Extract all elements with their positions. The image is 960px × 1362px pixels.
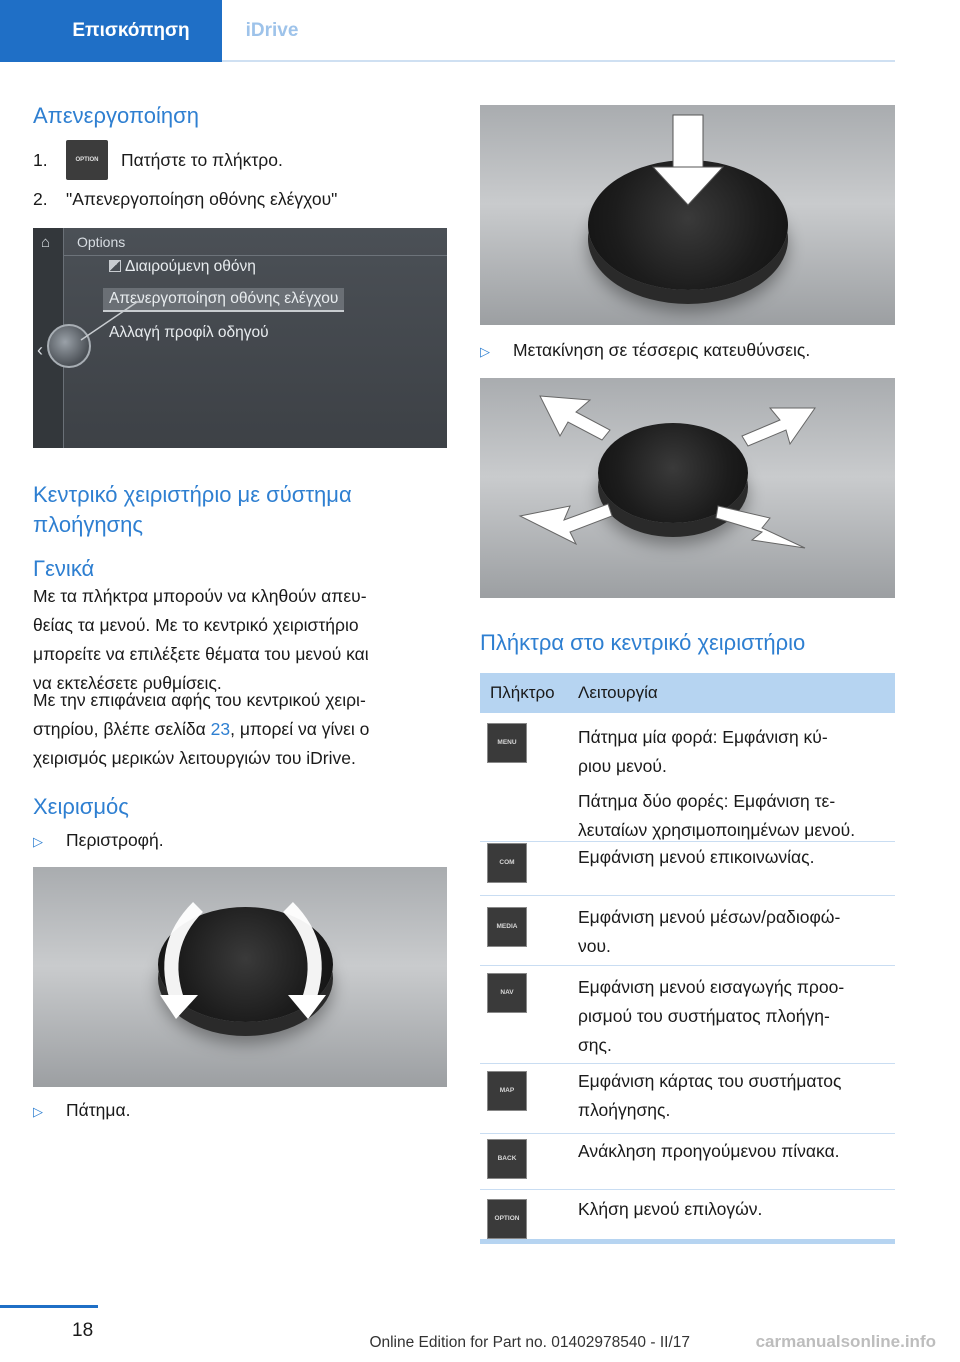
description-line: Εμφάνιση κάρτας του συστήματος <box>578 1071 842 1091</box>
row-description <box>578 1067 895 1125</box>
table-row <box>480 1189 895 1239</box>
move-item <box>480 340 895 366</box>
step-2 <box>33 189 447 215</box>
divider <box>64 255 447 256</box>
table-row <box>480 895 895 966</box>
description-line: σης. <box>578 1035 612 1055</box>
description-line: Πάτημα μία φορά: Εμφάνιση κύ- <box>578 727 828 747</box>
rotate-photo <box>33 867 447 1087</box>
description-line: ριου μενού. <box>578 756 667 776</box>
general-heading: Γενικά <box>33 556 95 581</box>
step-1 <box>33 140 447 180</box>
com-button-icon: COM <box>487 843 527 883</box>
paragraph-line: χειρισμός μερικών λειτουργιών του iDrive. <box>33 748 356 768</box>
paragraph-line: Με την επιφάνεια αφής του κεντρικού χειρι- <box>33 690 366 710</box>
page-link[interactable]: 23 <box>210 719 231 739</box>
split-screen-icon <box>109 260 121 272</box>
description-line: Πάτημα δύο φορές: Εμφάνιση τε- <box>578 791 836 811</box>
tab-idrive[interactable]: iDrive <box>245 20 299 41</box>
deactivate-heading: Απενεργοποίηση <box>33 103 199 128</box>
menu-row-split-screen[interactable] <box>109 258 256 276</box>
row-description <box>578 843 895 872</box>
column-header-button: Πλήκτρο <box>490 683 555 702</box>
back-button-icon: BACK <box>487 1139 527 1179</box>
description-line: νου. <box>578 936 611 956</box>
row-description <box>578 723 895 845</box>
description-line: Ανάκληση προηγούμενου πίνακα. <box>578 1141 840 1161</box>
triangle-bullet-icon: ▷ <box>480 344 490 359</box>
paragraph-line: Με τα πλήκτρα μπορούν να κληθούν απευ- <box>33 586 367 606</box>
column-header-function: Λειτουργία <box>578 683 658 702</box>
triangle-bullet-icon: ▷ <box>33 1104 43 1119</box>
table-row <box>480 965 895 1064</box>
table-header <box>480 673 895 713</box>
item-text: Μετακίνηση σε τέσσερις κατευθύνσεις. <box>513 340 811 360</box>
step-text: "Απενεργοποίηση οθόνης ελέγχου" <box>66 189 338 209</box>
paragraph-line: να εκτελέσετε ρυθμίσεις. <box>33 673 222 693</box>
row-description <box>578 1137 895 1166</box>
press-item <box>33 1100 447 1126</box>
rotate-item <box>33 830 447 856</box>
press-arrow-icon <box>645 105 735 215</box>
table-bottom-rule <box>480 1239 895 1244</box>
option-button-icon: OPTION <box>66 140 108 180</box>
table-row <box>480 713 895 842</box>
description-line: ρισμού του συστήματος πλοήγη- <box>578 1006 830 1026</box>
text-span: στηρίου, βλέπε σελίδα <box>33 719 211 739</box>
description-line: Κλήση μενού επιλογών. <box>578 1199 763 1219</box>
table-row <box>480 1133 895 1190</box>
press-photo <box>480 105 895 325</box>
touchpad-paragraph <box>33 686 447 773</box>
item-text: Περιστροφή. <box>66 830 164 850</box>
map-button-icon: MAP <box>487 1071 527 1111</box>
paragraph-line: μπορείτε να επιλέξετε θέματα του μενού και <box>33 644 369 664</box>
menu-button-icon: MENU <box>487 723 527 763</box>
step-text: Πατήστε το πλήκτρο. <box>121 150 283 170</box>
edition-note: Online Edition for Part no. 01402978540 - II/17 <box>369 1334 690 1351</box>
buttons-heading: Πλήκτρα στο κεντρικό χειριστήριο <box>480 630 806 655</box>
tab-underline <box>222 60 895 62</box>
rotate-arrows-icon <box>138 877 348 1027</box>
four-direction-arrows-icon <box>480 378 895 598</box>
general-paragraph <box>33 582 447 698</box>
chevron-left-icon: ‹ <box>37 340 43 360</box>
step-number: 2. <box>33 189 48 209</box>
row-description <box>578 903 895 961</box>
home-icon: ⌂ <box>41 234 51 251</box>
header-tabs <box>0 0 895 62</box>
control-display-screenshot <box>33 228 447 448</box>
heading-line: Κεντρικό χειριστήριο με σύστημα <box>33 482 352 507</box>
page-number: 18 <box>72 1320 94 1341</box>
paragraph-line <box>33 715 447 744</box>
description-line: πλοήγησης. <box>578 1100 671 1120</box>
step-number: 1. <box>33 150 48 170</box>
operation-heading: Χειρισμός <box>33 794 129 819</box>
row-description <box>578 1195 895 1224</box>
text-span: , μπορεί να γίνει ο <box>230 719 370 739</box>
option-button-icon: OPTION <box>487 1199 527 1239</box>
tab-overview[interactable]: Επισκόπηση <box>0 0 222 62</box>
menu-row-label: Απενεργοποίηση οθόνης ελέγχου <box>109 290 339 307</box>
description-line: Εμφάνιση μενού επικοινωνίας. <box>578 847 815 867</box>
paragraph-line: θείας τα μενού. Με το κεντρικό χειριστήριο <box>33 615 359 635</box>
description-line: Εμφάνιση μενού εισαγωγής προο- <box>578 977 845 997</box>
controller-heading <box>33 480 447 540</box>
menu-row-label: Διαιρούμενη οθόνη <box>125 258 256 275</box>
watermark: carmanualsonline.info <box>755 1332 936 1351</box>
move-photo <box>480 378 895 598</box>
triangle-bullet-icon: ▷ <box>33 834 43 849</box>
table-row <box>480 1063 895 1134</box>
selection-connector-icon <box>73 288 153 348</box>
description-line: Εμφάνιση μενού μέσων/ραδιοφώ- <box>578 907 841 927</box>
description-line: λευταίων χρησιμοποιημένων μενού. <box>578 820 856 840</box>
footer-rule <box>0 1305 98 1308</box>
media-button-icon: MEDIA <box>487 907 527 947</box>
menu-row-label: Αλλαγή προφίλ οδηγού <box>109 324 269 341</box>
item-text: Πάτημα. <box>66 1100 131 1120</box>
table-row <box>480 841 895 896</box>
heading-line: πλοήγησης <box>33 512 143 537</box>
nav-button-icon: NAV <box>487 973 527 1013</box>
row-description <box>578 973 895 1060</box>
screen-title: Options <box>77 234 126 250</box>
